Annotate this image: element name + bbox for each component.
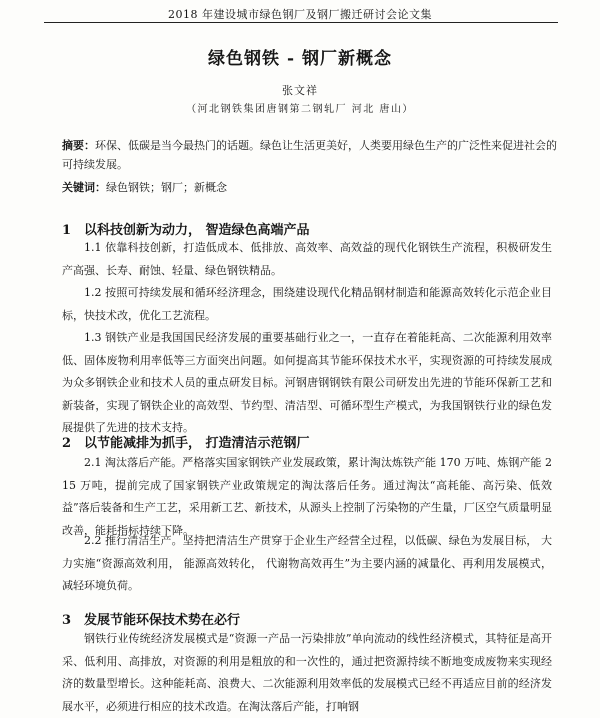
paragraph-1-3: 1.3 钢铁产业是我国国民经济发展的重要基础行业之一，一直存在着能耗高、二次能源利用效率低、固体废物利用率低等三方面突出问题。如何提高其节能环保技术水平，实现资源的可持续发展成为众多钢铁企业和技术人员的重点研发目标。河钢唐钢钢铁有限公司研发出先进的节能环保新工艺和新装备，实现了钢铁企业的高效型、节约型、清洁型、可循环型生产模式，为我国钢铁行业的绿色发展提供了先进的技术支持。 — [62, 331, 552, 434]
abstract-label: 摘要： — [62, 139, 95, 152]
header-rule — [44, 22, 558, 23]
abstract — [62, 136, 558, 174]
section-number: 1 — [62, 223, 72, 238]
running-header: 2018 年建设城市绿色钢厂及钢厂搬迁研讨会论文集 — [168, 8, 432, 21]
keywords-label: 关键词： — [62, 181, 106, 194]
abstract-text: 环保、低碳是当今最热门的话题。绿色让生活更美好，人类要用绿色生产的广泛性来促进社会的可持续发展。 — [62, 139, 557, 171]
paragraph-2-1: 2.1 淘汰落后产能。严格落实国家钢铁产业发展政策，累计淘汰炼铁产能 170 万吨、炼钢产能 215 万吨，提前完成了国家钢铁产业政策规定的淘汰落后任务。通过淘汰“高耗能、高污染、低效益”落后装备和生产工艺，采用新工艺、新技术，从源头上控制了污染物的产生量，厂区空气质量明显改善，能耗指标持续下降。 — [62, 456, 552, 537]
paragraph-1-1: 1.1 依靠科技创新，打造低成本、低排放、高效率、高效益的现代化钢铁生产流程，积极研发生产高强、长寿、耐蚀、轻量、绿色钢铁精品。 — [62, 241, 552, 277]
keywords-text: 绿色钢铁；钢厂；新概念 — [106, 181, 227, 194]
affiliation: （河北钢铁集团唐钢第二钢轧厂 河北 唐山） — [186, 104, 414, 115]
paragraph-1-2: 1.2 按照可持续发展和循环经济理念，围绕建设现代化精品钢材制造和能源高效转化示范企业目标，快技术改，优化工艺流程。 — [62, 286, 552, 322]
paragraph-3-1: 钢铁行业传统经济发展模式是“资源一产品一污染排放”单向流动的线性经济模式，其特征是高开采、低利用、高排放，对资源的利用是粗放的和一次性的，通过把资源持续不断地变成废物来实现经济的数量型增长。这种能耗高、浪费大、二次能源利用效率低的发展模式已经不再适应目前的经济发展水平，必须进行相应的技术改造。在淘汰落后产能，打响钢 — [62, 632, 552, 713]
paper-title: 绿色钢铁 - 钢厂新概念 — [208, 49, 392, 69]
section-1-heading: 1 以科技创新为动力， 智造绿色高端产品 — [62, 223, 310, 238]
keywords — [62, 178, 558, 197]
section-number: 2 — [62, 436, 72, 451]
paragraph-2-2: 2.2 推行清洁生产。坚持把清洁生产贯穿于企业生产经营全过程，以低碳、绿色为发展目标， 大力实施“资源高效利用， 能源高效转化， 代谢物高效再生”为主要内涵的减量化、再利用发展模式，减轻环境负荷。 — [62, 534, 552, 592]
section-3-heading: 3 发展节能环保技术势在必行 — [62, 613, 241, 628]
section-number: 3 — [62, 613, 72, 628]
section-2-heading: 2 以节能减排为抓手， 打造清洁示范钢厂 — [62, 436, 310, 451]
author: 张文祥 — [282, 84, 318, 97]
